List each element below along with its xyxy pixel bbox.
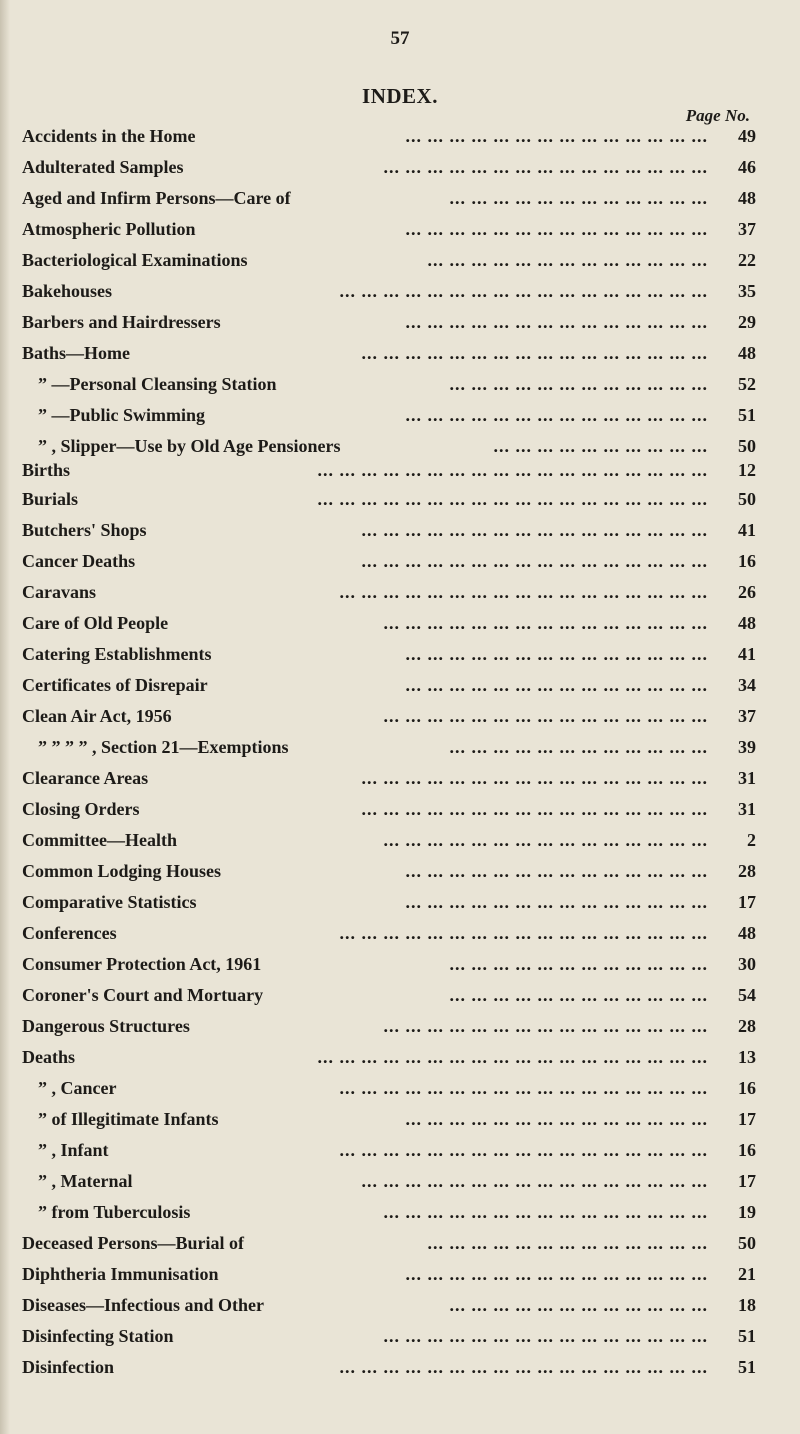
index-entry-page: 17 <box>738 1109 756 1129</box>
index-entry <box>0 250 800 280</box>
index-entry-page: 46 <box>738 157 756 177</box>
index-entry <box>0 1326 800 1356</box>
index-entry-label: ” from Tuberculosis <box>38 1202 191 1222</box>
index-entry <box>0 861 800 891</box>
index-entry-page: 49 <box>738 126 756 146</box>
index-entry <box>0 613 800 643</box>
index-entry-label: Closing Orders <box>22 799 140 819</box>
dot-leaders: ... ... ... ... ... ... ... ... ... ... ... ... ... ... ... ... ... ... <box>317 460 708 480</box>
index-entry-label: Diphtheria Immunisation <box>22 1264 219 1284</box>
index-entry-label: ” —Personal Cleansing Station <box>38 374 277 394</box>
dot-leaders: ... ... ... ... ... ... ... ... ... ... ... ... ... ... ... ... <box>361 343 708 363</box>
index-entry-page: 34 <box>738 675 756 695</box>
index-entry-label: ” , Maternal <box>38 1171 133 1191</box>
index-entry-label: Certificates of Disrepair <box>22 675 208 695</box>
index-entry <box>0 799 800 829</box>
index-entry-label: Baths—Home <box>22 343 130 363</box>
index-entry <box>0 768 800 798</box>
index-entry-page: 37 <box>738 219 756 239</box>
index-entry <box>0 644 800 674</box>
index-entry <box>0 551 800 581</box>
index-entry-page: 50 <box>738 436 756 456</box>
index-entry-label: Clean Air Act, 1956 <box>22 706 172 726</box>
dot-leaders: ... ... ... ... ... ... ... ... ... ... ... ... ... ... <box>405 861 708 881</box>
index-entry <box>0 954 800 984</box>
index-entry-label: Adulterated Samples <box>22 157 184 177</box>
dot-leaders: ... ... ... ... ... ... ... ... ... ... ... ... ... <box>427 1233 708 1253</box>
index-entry-label: Burials <box>22 489 79 509</box>
index-entry-page: 28 <box>738 1016 756 1036</box>
index-entry <box>0 374 800 404</box>
index-entry-page: 41 <box>738 520 756 540</box>
dot-leaders: ... ... ... ... ... ... ... ... ... ... ... ... ... ... ... <box>383 1016 708 1036</box>
index-entry <box>0 157 800 187</box>
dot-leaders: ... ... ... ... ... ... ... ... ... ... ... ... ... ... <box>405 675 708 695</box>
index-entry-page: 31 <box>738 768 756 788</box>
index-entry <box>0 1016 800 1046</box>
index-entry-label: Disinfection <box>22 1357 114 1377</box>
index-entry <box>0 1233 800 1263</box>
page-number: 57 <box>390 28 410 49</box>
index-entry-page: 39 <box>738 737 756 757</box>
index-entry-page: 30 <box>738 954 756 974</box>
index-entry-label: Atmospheric Pollution <box>22 219 196 239</box>
index-entry-page: 50 <box>738 1233 756 1253</box>
index-entry <box>0 281 800 311</box>
index-entry-page: 51 <box>738 405 756 425</box>
index-entry <box>0 405 800 435</box>
index-entry-page: 17 <box>738 892 756 912</box>
index-entry-label: Bakehouses <box>22 281 113 301</box>
index-entry-page: 16 <box>738 551 756 571</box>
index-entry-label: Butchers' Shops <box>22 520 147 540</box>
index-entry-page: 35 <box>738 281 756 301</box>
index-entry-label: Aged and Infirm Persons—Care of <box>22 188 291 208</box>
index-entry <box>0 126 800 156</box>
index-entry-page: 16 <box>738 1140 756 1160</box>
index-entry-page: 2 <box>747 830 756 850</box>
index-entry <box>0 892 800 922</box>
index-entry-label: Common Lodging Houses <box>22 861 222 881</box>
index-entry-page: 51 <box>738 1357 756 1377</box>
dot-leaders: ... ... ... ... ... ... ... ... ... ... ... ... ... <box>427 250 708 270</box>
index-entry <box>0 460 800 490</box>
dot-leaders: ... ... ... ... ... ... ... ... ... ... ... ... ... ... ... ... <box>361 1171 708 1191</box>
index-entry-page: 21 <box>738 1264 756 1284</box>
index-entry <box>0 706 800 736</box>
index-entry-label: Diseases—Infectious and Other <box>22 1295 264 1315</box>
index-entry-label: Dangerous Structures <box>22 1016 190 1036</box>
dot-leaders: ... ... ... ... ... ... ... ... ... ... ... ... ... ... ... <box>383 830 708 850</box>
index-entry <box>0 1047 800 1077</box>
index-entry-page: 51 <box>738 1326 756 1346</box>
index-entry <box>0 1140 800 1170</box>
index-entry <box>0 312 800 342</box>
index-entry <box>0 830 800 860</box>
index-entry <box>0 1264 800 1294</box>
index-entry-page: 48 <box>738 343 756 363</box>
index-entry-label: Committee—Health <box>22 830 177 850</box>
index-entry-label: Conferences <box>22 923 117 943</box>
index-entry-page: 19 <box>738 1202 756 1222</box>
index-entry-page: 28 <box>738 861 756 881</box>
dot-leaders: ... ... ... ... ... ... ... ... ... ... ... ... ... ... ... ... <box>361 551 708 571</box>
index-entry-label: Births <box>22 460 71 480</box>
index-entry <box>0 1109 800 1139</box>
index-entry-page: 52 <box>738 374 756 394</box>
dot-leaders: ... ... ... ... ... ... ... ... ... ... ... ... ... ... ... ... ... <box>339 923 708 943</box>
dot-leaders: ... ... ... ... ... ... ... ... ... ... ... ... <box>449 188 708 208</box>
index-entry <box>0 582 800 612</box>
index-entry-label: Cancer Deaths <box>22 551 136 571</box>
dot-leaders: ... ... ... ... ... ... ... ... ... ... ... ... ... ... <box>405 892 708 912</box>
dot-leaders: ... ... ... ... ... ... ... ... ... ... ... ... ... ... ... ... ... <box>339 1078 708 1098</box>
dot-leaders: ... ... ... ... ... ... ... ... ... ... ... ... ... ... ... <box>383 1326 708 1346</box>
index-entry <box>0 489 800 519</box>
index-entry-page: 48 <box>738 923 756 943</box>
index-entry-page: 48 <box>738 188 756 208</box>
index-entry-page: 18 <box>738 1295 756 1315</box>
index-entry-page: 48 <box>738 613 756 633</box>
index-entry <box>0 1295 800 1325</box>
index-entry-label: Deaths <box>22 1047 75 1067</box>
index-entry <box>0 1202 800 1232</box>
dot-leaders: ... ... ... ... ... ... ... ... ... ... ... ... ... ... ... ... ... <box>339 1357 708 1377</box>
dot-leaders: ... ... ... ... ... ... ... ... ... ... ... ... ... ... ... ... ... ... <box>317 1047 708 1067</box>
index-entry <box>0 675 800 705</box>
index-entry-label: ” of Illegitimate Infants <box>38 1109 219 1129</box>
index-entry-page: 22 <box>738 250 756 270</box>
index-entry-page: 16 <box>738 1078 756 1098</box>
dot-leaders: ... ... ... ... ... ... ... ... ... ... <box>493 436 708 456</box>
dot-leaders: ... ... ... ... ... ... ... ... ... ... ... ... ... ... <box>405 644 708 664</box>
index-entry <box>0 1078 800 1108</box>
dot-leaders: ... ... ... ... ... ... ... ... ... ... ... ... ... ... ... ... ... <box>339 1140 708 1160</box>
index-entry-label: ” —Public Swimming <box>38 405 206 425</box>
index-entry-label: Coroner's Court and Mortuary <box>22 985 264 1005</box>
dot-leaders: ... ... ... ... ... ... ... ... ... ... ... ... ... ... ... ... <box>361 520 708 540</box>
index-entry-page: 31 <box>738 799 756 819</box>
index-entry-label: ” ” ” ” , Section 21—Exemptions <box>38 737 289 757</box>
dot-leaders: ... ... ... ... ... ... ... ... ... ... ... ... ... ... ... <box>383 157 708 177</box>
index-entry-label: Comparative Statistics <box>22 892 197 912</box>
index-entry-label: ” , Slipper—Use by Old Age Pensioners <box>38 436 341 456</box>
dot-leaders: ... ... ... ... ... ... ... ... ... ... ... ... ... ... <box>405 126 708 146</box>
index-entry-label: ” , Cancer <box>38 1078 117 1098</box>
index-entry <box>0 1171 800 1201</box>
dot-leaders: ... ... ... ... ... ... ... ... ... ... ... ... <box>449 954 708 974</box>
index-entry-page: 54 <box>738 985 756 1005</box>
dot-leaders: ... ... ... ... ... ... ... ... ... ... ... ... ... ... ... <box>383 706 708 726</box>
index-entry <box>0 985 800 1015</box>
index-entry-page: 12 <box>738 460 756 480</box>
index-entry-page: 41 <box>738 644 756 664</box>
dot-leaders: ... ... ... ... ... ... ... ... ... ... ... ... ... ... ... ... <box>361 799 708 819</box>
dot-leaders: ... ... ... ... ... ... ... ... ... ... ... ... ... ... ... ... ... <box>339 582 708 602</box>
dot-leaders: ... ... ... ... ... ... ... ... ... ... ... ... ... ... <box>405 1109 708 1129</box>
index-entry <box>0 219 800 249</box>
index-entry-label: ” , Infant <box>38 1140 109 1160</box>
index-entry <box>0 520 800 550</box>
index-entry-label: Accidents in the Home <box>22 126 196 146</box>
dot-leaders: ... ... ... ... ... ... ... ... ... ... ... ... ... ... ... ... ... <box>339 281 708 301</box>
index-entry-label: Disinfecting Station <box>22 1326 174 1346</box>
index-entry-page: 26 <box>738 582 756 602</box>
index-entry-label: Caravans <box>22 582 97 602</box>
dot-leaders: ... ... ... ... ... ... ... ... ... ... ... ... ... ... <box>405 405 708 425</box>
index-entry <box>0 343 800 373</box>
index-entry-label: Deceased Persons—Burial of <box>22 1233 244 1253</box>
dot-leaders: ... ... ... ... ... ... ... ... ... ... ... ... <box>449 374 708 394</box>
index-entry <box>0 1357 800 1387</box>
index-entry <box>0 737 800 767</box>
dot-leaders: ... ... ... ... ... ... ... ... ... ... ... ... ... ... ... <box>383 613 708 633</box>
dot-leaders: ... ... ... ... ... ... ... ... ... ... ... ... ... ... <box>405 219 708 239</box>
dot-leaders: ... ... ... ... ... ... ... ... ... ... ... ... ... ... <box>405 312 708 332</box>
index-entry-page: 29 <box>738 312 756 332</box>
dot-leaders: ... ... ... ... ... ... ... ... ... ... ... ... ... ... ... <box>383 1202 708 1222</box>
index-entry-label: Clearance Areas <box>22 768 149 788</box>
index-entry-page: 50 <box>738 489 756 509</box>
index-entry-label: Catering Establishments <box>22 644 212 664</box>
dot-leaders: ... ... ... ... ... ... ... ... ... ... ... ... <box>449 985 708 1005</box>
index-entry-page: 13 <box>738 1047 756 1067</box>
page-no-column-header: Page No. <box>685 106 750 125</box>
index-entry-label: Care of Old People <box>22 613 169 633</box>
page-title: INDEX. <box>362 84 438 108</box>
index-entry-label: Barbers and Hairdressers <box>22 312 221 332</box>
index-entry-page: 17 <box>738 1171 756 1191</box>
dot-leaders: ... ... ... ... ... ... ... ... ... ... ... ... ... ... ... ... ... ... <box>317 489 708 509</box>
dot-leaders: ... ... ... ... ... ... ... ... ... ... ... ... ... ... <box>405 1264 708 1284</box>
index-entry-label: Bacteriological Examinations <box>22 250 248 270</box>
dot-leaders: ... ... ... ... ... ... ... ... ... ... ... ... <box>449 737 708 757</box>
index-entry-label: Consumer Protection Act, 1961 <box>22 954 262 974</box>
dot-leaders: ... ... ... ... ... ... ... ... ... ... ... ... ... ... ... ... <box>361 768 708 788</box>
index-entry <box>0 923 800 953</box>
index-entry <box>0 188 800 218</box>
index-entry-page: 37 <box>738 706 756 726</box>
dot-leaders: ... ... ... ... ... ... ... ... ... ... ... ... <box>449 1295 708 1315</box>
